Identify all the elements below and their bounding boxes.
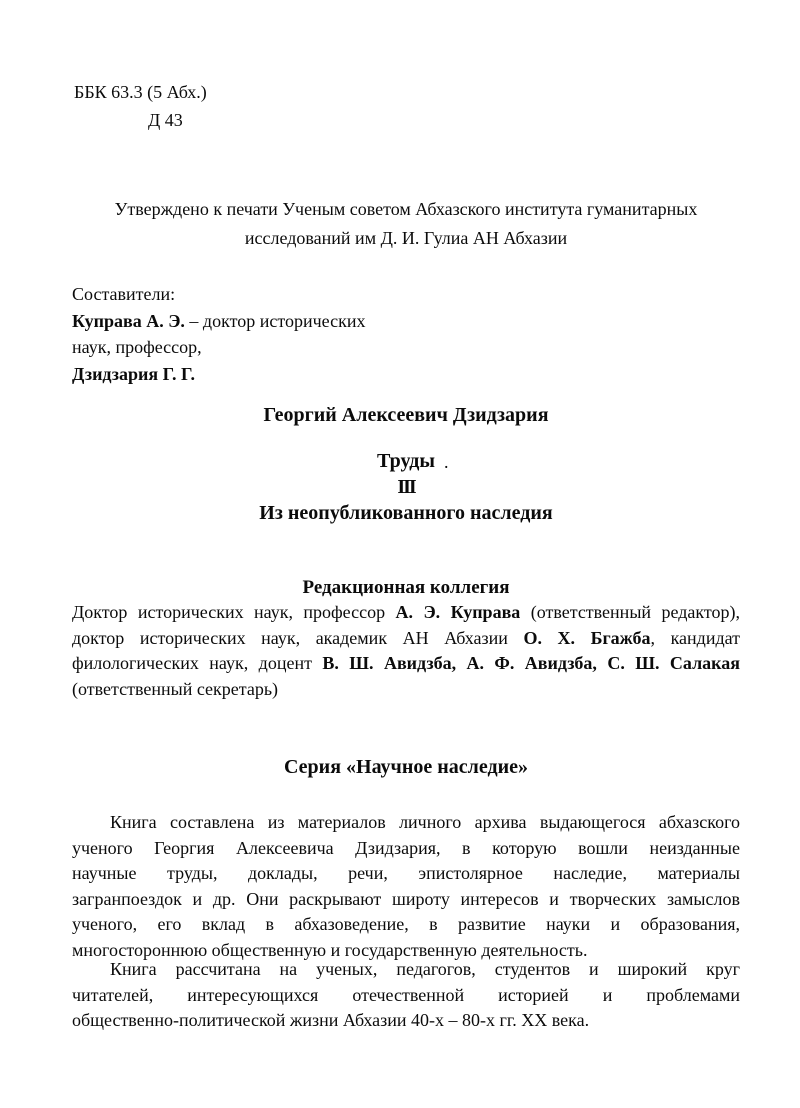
- text-line: [72, 912, 740, 938]
- text-line: [12, 195, 800, 224]
- text-line: [72, 983, 740, 1009]
- text-run: филологических наук, доцент: [72, 653, 323, 673]
- editorial-board-list: [72, 600, 740, 702]
- text-line: [72, 887, 740, 913]
- annotation-paragraph-1: [72, 810, 740, 963]
- author-name: Георгий Алексеевич Дзидзария: [263, 404, 549, 426]
- annotation-paragraph-2: [72, 957, 740, 1034]
- text-run: многостороннюю общественную и государственную деятельность.: [72, 939, 588, 960]
- text-run: научные труды, доклады, речи, эпистолярное наследие, материалы: [72, 863, 740, 883]
- text-run: ученого, его вклад в абхазоведение, в развитие науки и образования,: [72, 914, 740, 934]
- text-line: [72, 810, 740, 836]
- text-line: [72, 361, 365, 388]
- text-run: (ответственный редактор),: [520, 602, 740, 622]
- text-run: Доктор исторических наук, профессор: [72, 602, 396, 622]
- text-line: [72, 677, 740, 703]
- emphasized-text-run: Куправа А. Э.: [72, 310, 185, 331]
- series-title: Серия «Научное наследие»: [283, 756, 528, 778]
- text-run: наук, профессор,: [72, 337, 202, 357]
- emphasized-text-run: Дзидзария Г. Г.: [72, 363, 195, 384]
- text-run: Составители:: [72, 284, 176, 304]
- work-subtitle: Из неопубликованного наследия: [259, 502, 553, 524]
- text-line: [72, 626, 740, 652]
- text-line: [12, 224, 800, 253]
- emphasized-text-run: О. Х. Бгажба: [523, 627, 651, 648]
- text-run: Утверждено к печати Ученым советом Абхазского института гуманитарных: [114, 199, 698, 219]
- text-line: [72, 1008, 740, 1034]
- text-run: общественно-политической жизни Абхазии 40-х – 80-х гг. XX века.: [72, 1010, 590, 1030]
- text-line: [72, 861, 740, 887]
- text-line: [72, 281, 365, 308]
- text-line: [72, 957, 740, 983]
- text-run: читателей, интересующихся отечественной историей и проблемами: [72, 984, 740, 1005]
- text-run: ученого Георгия Алексеевича Дзидзария, в которую вошли неизданные: [72, 837, 740, 858]
- approval-note: [12, 195, 800, 252]
- text-line: [72, 334, 365, 361]
- volume-number: III: [397, 476, 415, 498]
- compilers-block: [72, 281, 365, 387]
- text-line: [72, 836, 740, 862]
- bbk-author-sign: Д 43: [148, 110, 183, 130]
- text-run: доктор исторических наук, академик АН Абхазии: [72, 627, 524, 648]
- text-line: [72, 308, 365, 335]
- bbk-classification-code: ББК 63.3 (5 Абх.): [74, 82, 207, 102]
- emphasized-text-run: В. Ш. Авидзба, А. Ф. Авидзба, С. Ш. Салакая: [322, 653, 740, 673]
- text-run: Книга составлена из материалов личного архива выдающегося абхазского: [110, 812, 740, 832]
- text-line: [72, 651, 740, 677]
- text-run: загранпоездок и др. Они раскрывают широту интересов и творческих замыслов: [72, 888, 740, 909]
- text-run: – доктор исторических: [184, 310, 366, 331]
- editorial-board-heading: Редакционная коллегия: [302, 577, 510, 598]
- text-line: [72, 600, 740, 626]
- stray-dot-artifact: .: [444, 452, 449, 472]
- text-run: Книга рассчитана на ученых, педагогов, студентов и широкий круг: [110, 959, 740, 979]
- text-run: , кандидат: [650, 627, 741, 648]
- text-run: (ответственный секретарь): [72, 678, 279, 699]
- emphasized-text-run: А. Э. Куправа: [395, 602, 521, 622]
- text-run: исследований им Д. И. Гулиа АН Абхазии: [244, 227, 568, 248]
- work-title: Труды: [377, 450, 435, 472]
